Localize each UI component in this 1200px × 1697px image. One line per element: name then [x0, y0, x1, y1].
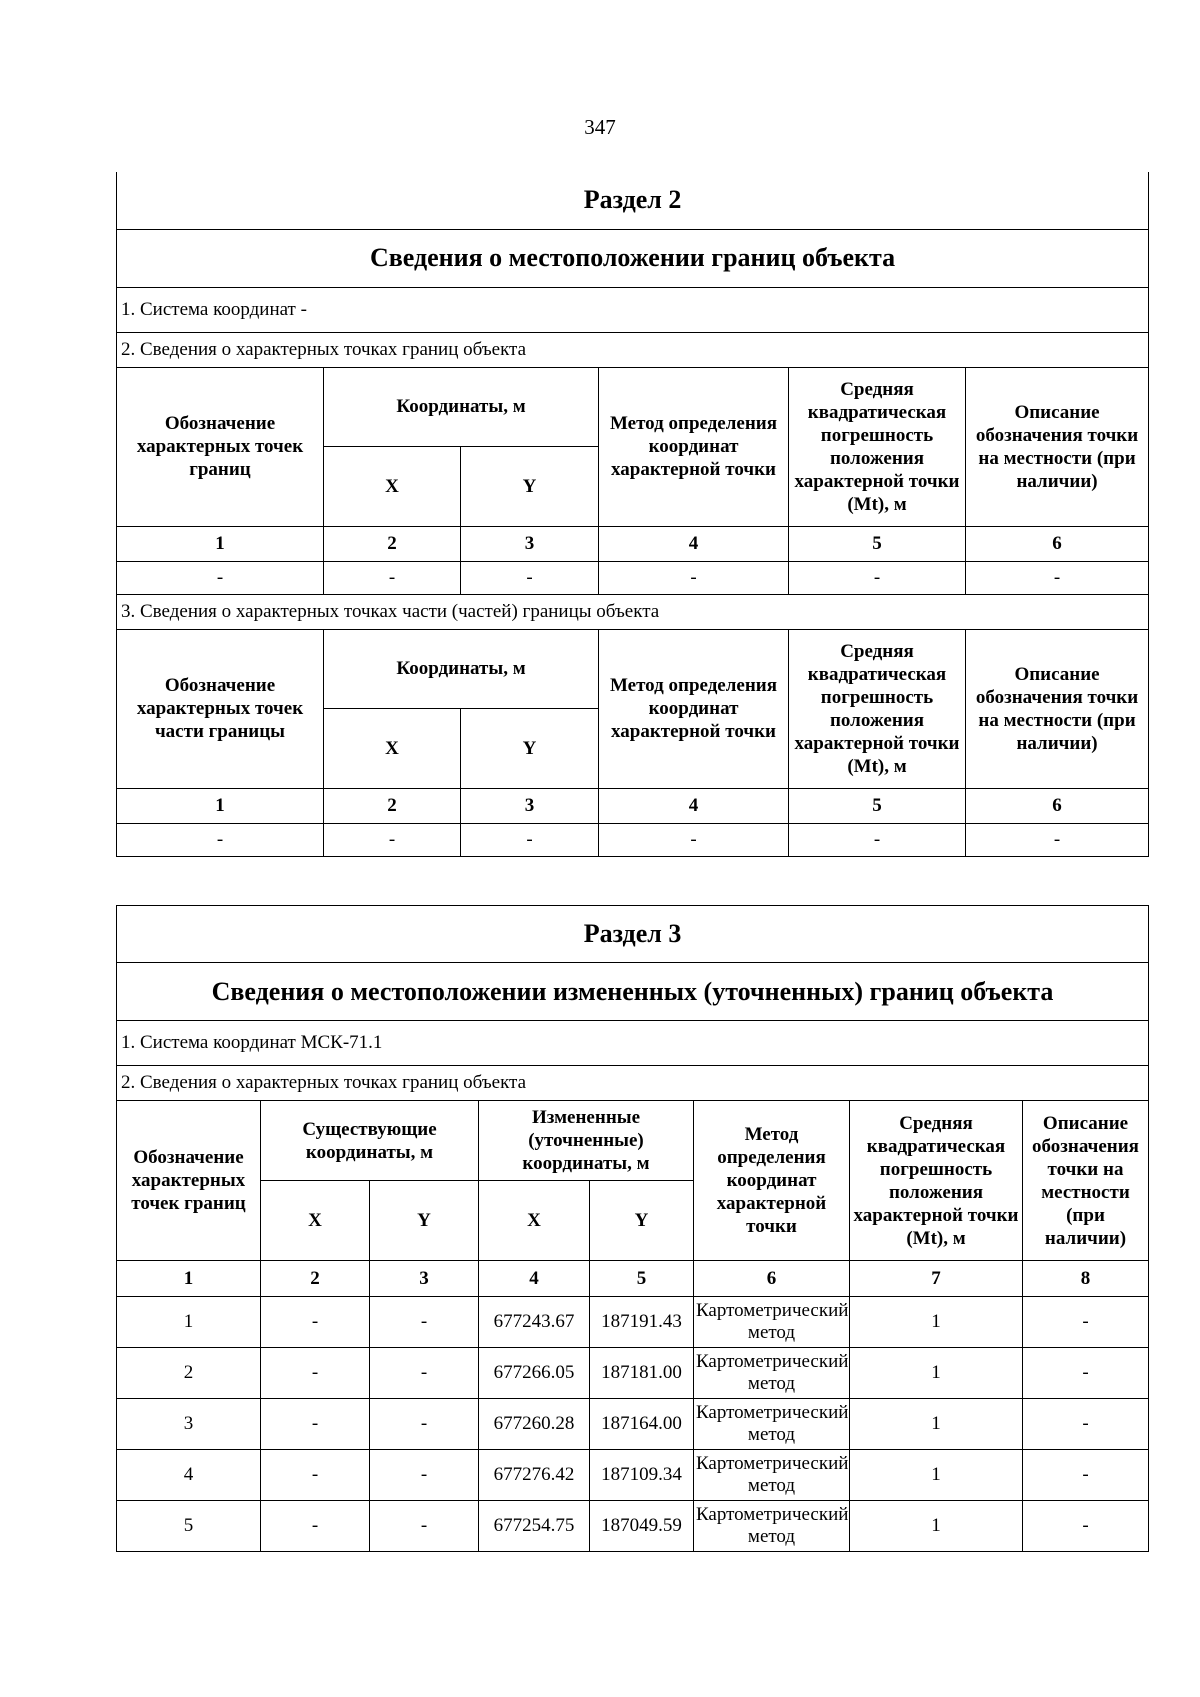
page-number: 347 — [584, 115, 616, 139]
section-2-parts-label: 3. Сведения о характерных точках части (частей) границы объекта — [117, 594, 1149, 629]
section-2-table — [116, 172, 1149, 857]
column-number: 3 — [461, 526, 599, 561]
point-id: 1 — [117, 1297, 261, 1348]
header-y: Y — [461, 446, 599, 526]
existing-x: - — [261, 1399, 370, 1450]
existing-y: - — [370, 1399, 479, 1450]
section-3-table — [116, 905, 1149, 1552]
header-designation: Обозначение характерных точек границ — [117, 1101, 261, 1261]
header-error: Средняя квадратическая погрешность положения характерной точки (Mt), м — [850, 1101, 1023, 1261]
existing-x: - — [261, 1297, 370, 1348]
method: Картометрический метод — [694, 1450, 850, 1501]
table-row — [117, 1501, 1149, 1552]
section-2-heading: Раздел 2 — [117, 172, 1149, 229]
header-changed-coordinates: Измененные (уточненные) координаты, м — [479, 1101, 694, 1181]
header-x: X — [324, 446, 461, 526]
changed-x: 677266.05 — [479, 1348, 590, 1399]
table-cell: - — [789, 561, 966, 594]
header-designation: Обозначение характерных точек границ — [117, 367, 324, 526]
section-3-heading: Раздел 3 — [117, 906, 1149, 963]
column-number: 3 — [370, 1261, 479, 1297]
table-cell: - — [324, 823, 461, 856]
existing-y: - — [370, 1450, 479, 1501]
column-number: 7 — [850, 1261, 1023, 1297]
section-3-points-label: 2. Сведения о характерных точках границ объекта — [117, 1066, 1149, 1101]
header-description: Описание обозначения точки на местности (при наличии) — [1023, 1101, 1149, 1261]
header-coordinates: Координаты, м — [324, 629, 599, 708]
point-id: 4 — [117, 1450, 261, 1501]
header-designation-parts: Обозначение характерных точек части границы — [117, 629, 324, 788]
mt-error: 1 — [850, 1348, 1023, 1399]
header-error: Средняя квадратическая погрешность положения характерной точки (Mt), м — [789, 367, 966, 526]
column-number: 3 — [461, 788, 599, 823]
column-number: 1 — [117, 526, 324, 561]
column-number: 8 — [1023, 1261, 1149, 1297]
mt-error: 1 — [850, 1297, 1023, 1348]
changed-x: 677254.75 — [479, 1501, 590, 1552]
column-number: 4 — [479, 1261, 590, 1297]
method: Картометрический метод — [694, 1501, 850, 1552]
existing-x: - — [261, 1348, 370, 1399]
mt-error: 1 — [850, 1399, 1023, 1450]
header-x: X — [324, 708, 461, 788]
header-existing-coordinates: Существующие координаты, м — [261, 1101, 479, 1181]
point-id: 2 — [117, 1348, 261, 1399]
changed-y: 187181.00 — [590, 1348, 694, 1399]
table-cell: - — [599, 823, 789, 856]
section-2-coord-system: 1. Система координат - — [117, 287, 1149, 332]
column-number: 4 — [599, 788, 789, 823]
column-number: 5 — [789, 526, 966, 561]
table-row — [117, 1399, 1149, 1450]
section-2-points-label: 2. Сведения о характерных точках границ объекта — [117, 332, 1149, 367]
existing-y: - — [370, 1501, 479, 1552]
table-cell: - — [324, 561, 461, 594]
column-number: 6 — [966, 788, 1149, 823]
header-changed-y: Y — [590, 1181, 694, 1261]
mt-error: 1 — [850, 1501, 1023, 1552]
changed-y: 187109.34 — [590, 1450, 694, 1501]
header-description: Описание обозначения точки на местности (при наличии) — [966, 629, 1149, 788]
column-number: 1 — [117, 788, 324, 823]
table-cell: - — [599, 561, 789, 594]
mt-error: 1 — [850, 1450, 1023, 1501]
table-cell: - — [966, 561, 1149, 594]
column-number: 2 — [261, 1261, 370, 1297]
point-id: 5 — [117, 1501, 261, 1552]
existing-y: - — [370, 1297, 479, 1348]
table-cell: - — [117, 823, 324, 856]
column-number: 6 — [966, 526, 1149, 561]
changed-y: 187164.00 — [590, 1399, 694, 1450]
header-coordinates: Координаты, м — [324, 367, 599, 446]
method: Картометрический метод — [694, 1399, 850, 1450]
changed-y: 187049.59 — [590, 1501, 694, 1552]
table-row — [117, 1450, 1149, 1501]
header-error: Средняя квадратическая погрешность положения характерной точки (Mt), м — [789, 629, 966, 788]
header-existing-y: Y — [370, 1181, 479, 1261]
changed-x: 677243.67 — [479, 1297, 590, 1348]
header-description: Описание обозначения точки на местности (при наличии) — [966, 367, 1149, 526]
table-cell: - — [461, 561, 599, 594]
header-existing-x: X — [261, 1181, 370, 1261]
table-row — [117, 1297, 1149, 1348]
table-cell: - — [789, 823, 966, 856]
section-3-title: Сведения о местоположении измененных (уточненных) границ объекта — [117, 963, 1149, 1021]
description: - — [1023, 1348, 1149, 1399]
header-y: Y — [461, 708, 599, 788]
changed-x: 677276.42 — [479, 1450, 590, 1501]
header-method: Метод определения координат характерной точки — [694, 1101, 850, 1261]
column-number: 4 — [599, 526, 789, 561]
description: - — [1023, 1450, 1149, 1501]
header-method: Метод определения координат характерной точки — [599, 629, 789, 788]
table-cell: - — [461, 823, 599, 856]
existing-y: - — [370, 1348, 479, 1399]
changed-y: 187191.43 — [590, 1297, 694, 1348]
table-cell: - — [117, 561, 324, 594]
method: Картометрический метод — [694, 1297, 850, 1348]
table-cell: - — [966, 823, 1149, 856]
point-id: 3 — [117, 1399, 261, 1450]
description: - — [1023, 1297, 1149, 1348]
column-number: 5 — [789, 788, 966, 823]
section-3-coord-system: 1. Система координат МСК-71.1 — [117, 1021, 1149, 1066]
column-number: 6 — [694, 1261, 850, 1297]
column-number: 2 — [324, 526, 461, 561]
existing-x: - — [261, 1501, 370, 1552]
header-method: Метод определения координат характерной точки — [599, 367, 789, 526]
changed-x: 677260.28 — [479, 1399, 590, 1450]
method: Картометрический метод — [694, 1348, 850, 1399]
section-2-title: Сведения о местоположении границ объекта — [117, 229, 1149, 287]
description: - — [1023, 1501, 1149, 1552]
header-changed-x: X — [479, 1181, 590, 1261]
description: - — [1023, 1399, 1149, 1450]
column-number: 2 — [324, 788, 461, 823]
existing-x: - — [261, 1450, 370, 1501]
column-number: 5 — [590, 1261, 694, 1297]
column-number: 1 — [117, 1261, 261, 1297]
table-row — [117, 1348, 1149, 1399]
